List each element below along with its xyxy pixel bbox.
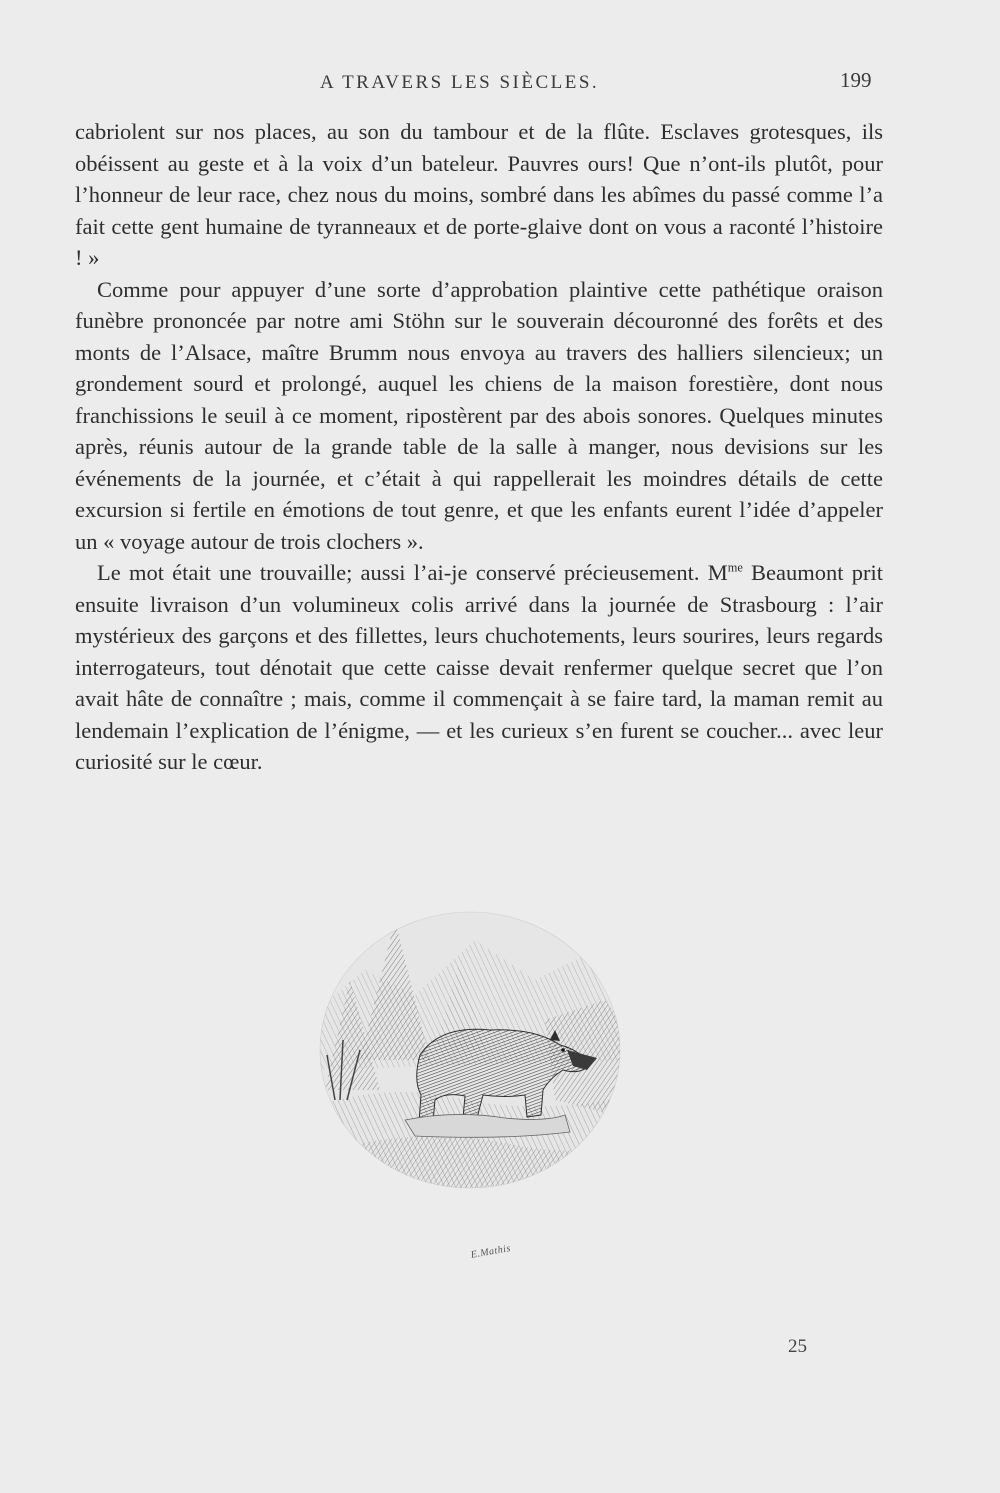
- page-number: 199: [840, 68, 872, 92]
- paragraph-3-start: Le mot était une trouvaille; aussi l’ai-je conservé précieusement. M: [97, 560, 728, 585]
- paragraph-1: cabriolent sur nos places, au son du tambour et de la flûte. Esclaves grotesques, ils obéissent au geste et à la voix d’un bateleur. Pauvres ours! Que n’ont-ils plutôt, pour l’honneur de leur race, chez nous du moins, sombré dans les abîmes du passé comme l’a fait cette gent humaine de tyranneaux et de porte-glaive dont on vous a raconté l’histoire ! »: [75, 119, 883, 270]
- paragraph-2: Comme pour appuyer d’une sorte d’approbation plaintive cette pathétique oraison funèbre prononcée par notre ami Stöhn sur le souverain découronné des forêts et des monts de l’Alsace, maître Brumm nous envoya au travers des halliers silencieux; un grondement sourd et prolongé, auquel les chiens de la maison forestière, dont nous franchissions le seuil à ce moment, ripostèrent par des abois sonores. Quelques minutes après, réunis autour de la grande table de la salle à manger, nous devisions sur les événements de la journée, et c’était à qui rappellerait les moindres détails de cette excursion si fertile en émotions de tout genre, et que les enfants eurent l’idée d’appeler un « voyage autour de trois clochers ».: [75, 276, 883, 554]
- running-header: [0, 68, 1000, 102]
- signature-sheet-number: 25: [788, 1336, 807, 1357]
- bear-engraving-image: [305, 900, 635, 1190]
- engraver-signature: E.Mathis: [470, 1242, 512, 1261]
- paragraph-3-end: Beaumont prit ensuite livraison d’un volumineux colis arrivé dans la journée de Strasbourg : l’air mystérieux des garçons et des fillettes, leurs chuchotements, leurs sourires, leurs regards interrogateurs, tout dénotait que cette caisse devait renfermer quelque secret que l’on avait hâte de connaître ; mais, comme il commençait à se faire tard, la maman remit au lendemain l’explication de l’énigme, — et les curieux s’en furent se coucher... avec leur curiosité sur le cœur.: [75, 560, 883, 774]
- running-title: A TRAVERS LES SIÈCLES.: [320, 72, 600, 93]
- superscript-me: me: [727, 560, 743, 575]
- paragraph-3: [75, 557, 883, 778]
- bear-engraving-illustration: [305, 900, 635, 1190]
- body-text: [75, 116, 883, 778]
